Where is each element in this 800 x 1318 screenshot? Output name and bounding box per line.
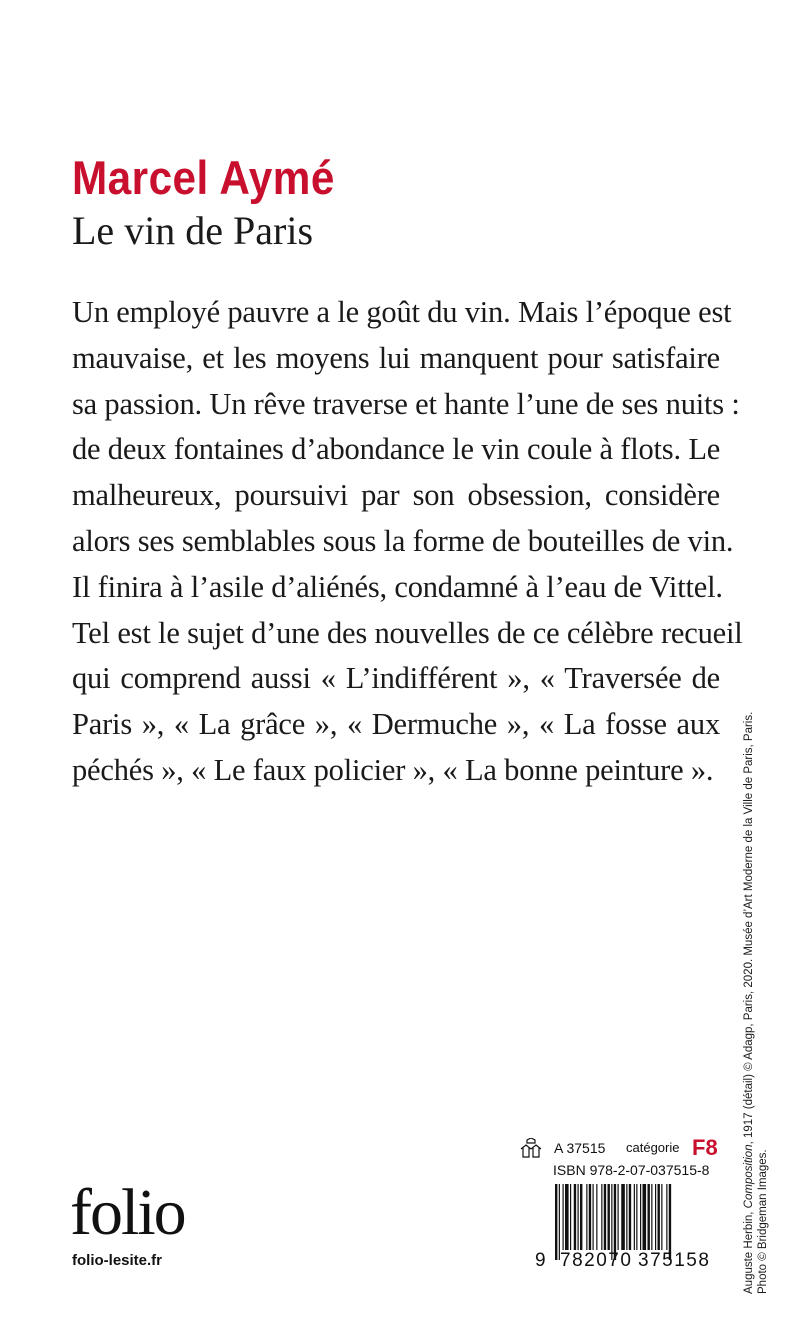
- barcode-bar: [666, 1184, 667, 1250]
- barcode-bar: [570, 1184, 571, 1250]
- image-credit: [742, 654, 770, 1294]
- barcode-bar: [661, 1184, 662, 1250]
- blurb-line: alors ses semblables sous la forme de bouteilles de vin.: [72, 523, 734, 558]
- barcode-bar: [589, 1184, 591, 1250]
- barcode-bar: [601, 1184, 602, 1250]
- barcode-bar: [640, 1184, 641, 1250]
- barcode-bar: [651, 1184, 652, 1250]
- barcode-bar: [618, 1184, 619, 1250]
- barcode-bar: [611, 1184, 612, 1260]
- barcode-icon: [554, 1184, 722, 1260]
- barcode-bar: [574, 1184, 576, 1250]
- blurb-line: péchés », « Le faux policier », « La bonne peinture ».: [72, 752, 714, 787]
- publisher-website: folio-lesite.fr: [72, 1252, 163, 1269]
- artwork-title: Composition: [743, 1144, 755, 1209]
- blurb-line: Paris », « La grâce », « Dermuche », « La fosse aux: [72, 707, 720, 742]
- catalog-code-row: [520, 1136, 720, 1160]
- barcode-bar: [593, 1184, 594, 1250]
- barcode-bar: [559, 1184, 560, 1260]
- isbn: ISBN 978-2-07-037515-8: [553, 1162, 710, 1178]
- credit-line-2: Photo © Bridgeman Images.: [757, 1149, 769, 1294]
- barcode-bar: [669, 1184, 671, 1260]
- category-value: F8: [692, 1135, 718, 1160]
- barcode-bar: [580, 1184, 582, 1250]
- back-cover: Marcel Aymé Le vin de Paris Un employé pauvre a le goût du vin. Mais l’époque est mauvaise, et les moyens lui manquent pour satisfaire sa passion. Un rêve traverse et hante l’une de ses nuits : de deux fontaines d’abondance le vin coule à flots. Le malheureux, poursuivi par son obsession, considère alors ses semblables sous la forme de bouteilles de vin. Il finira à l’asile d’aliénés, condamné à l’eau de Vittel. Tel est le sujet d’une des nouvelles de ce célèbre recueil qui comprend aussi « L’indifférent », « Traversée de Paris », « La grâce », « Dermuche », « La fosse aux péchés », « Le faux policier », « La bonne peinture ». Auguste Herbin, Composition, 1917 (détail) © Adagp, Paris, 2020. Musée d’Art Moderne de la Ville de Paris, Paris. Photo © Bridgeman Images. folio folio-lesite.fr A 37515 catégorie F8 ISBN 978-2-07-037515-8 9 782070 375158: [0, 0, 800, 1318]
- barcode-bar: [636, 1184, 637, 1250]
- blurb-line: Tel est le sujet d’une des nouvelles de ce célèbre recueil: [72, 615, 743, 650]
- barcode-bar: [608, 1184, 610, 1250]
- barcode-bar: [621, 1184, 625, 1250]
- blurb-line: de deux fontaines d’abondance le vin coule à flots. Le: [72, 432, 721, 467]
- blurb-line: qui comprend aussi « L’indifférent », « Traversée de: [72, 661, 720, 696]
- barcode-bar: [648, 1184, 650, 1250]
- barcode-bar: [634, 1184, 635, 1250]
- barcode-bar: [629, 1184, 631, 1250]
- barcode-bar: [596, 1184, 597, 1250]
- barcode-bar: [604, 1184, 606, 1250]
- book-title: Le vin de Paris: [72, 208, 314, 253]
- blurb-line: malheureux, poursuivi par son obsession, considère: [72, 478, 720, 513]
- blurb-line: Il finira à l’asile d’aliénés, condamné à l’eau de Vittel.: [72, 569, 723, 604]
- barcode-bar: [643, 1184, 647, 1250]
- barcode-bar: [555, 1184, 557, 1260]
- barcode-bar: [586, 1184, 587, 1250]
- author-name: Marcel Aymé: [72, 151, 335, 204]
- stacked-house-icon: [520, 1138, 542, 1158]
- barcode-bar: [626, 1184, 627, 1250]
- catalog-number: A 37515: [554, 1140, 606, 1156]
- folio-logo: folio: [70, 1176, 185, 1249]
- barcode-bar: [578, 1184, 579, 1250]
- blurb-line: sa passion. Un rêve traverse et hante l’une de ses nuits :: [72, 386, 740, 421]
- barcode-bar: [614, 1184, 616, 1260]
- barcode-bar: [565, 1184, 569, 1250]
- credit-line-1: Auguste Herbin, Composition, 1917 (détail) © Adagp, Paris, 2020. Musée d’Art Moderne de la Ville de Paris, Paris.: [743, 711, 755, 1294]
- barcode-bar: [658, 1184, 660, 1250]
- blurb-line: Un employé pauvre a le goût du vin. Mais l’époque est: [72, 295, 732, 329]
- blurb: [72, 290, 743, 794]
- barcode-bar: [563, 1184, 564, 1250]
- barcode-bar: [655, 1184, 656, 1250]
- category-label: catégorie: [626, 1140, 680, 1155]
- blurb-line: mauvaise, et les moyens lui manquent pour satisfaire: [72, 340, 720, 375]
